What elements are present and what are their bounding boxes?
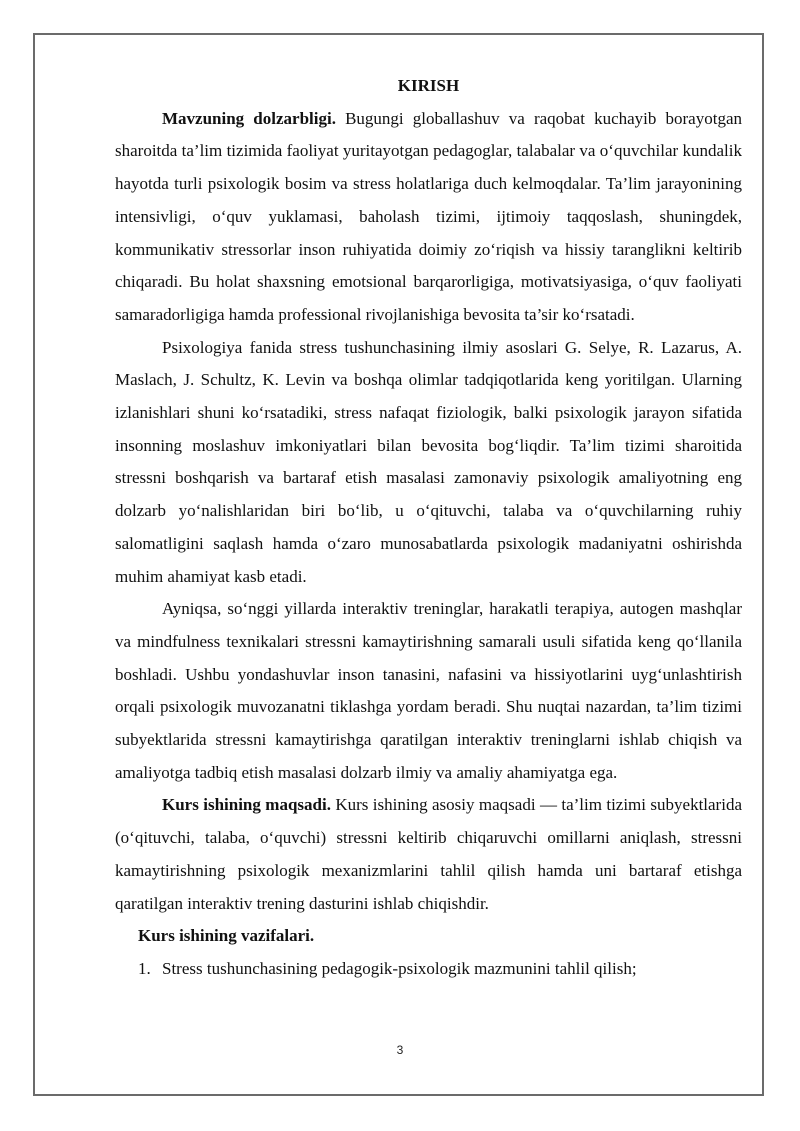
tasks-list bbox=[115, 953, 742, 986]
page-number: 3 bbox=[396, 1043, 404, 1057]
section-title: KIRISH bbox=[397, 76, 460, 95]
paragraph-text: Ayniqsa, so‘nggi yillarda interaktiv treninglar, harakatli terapiya, autogen mashqlar va mindfulness texnikalari stressni kamaytirishning samarali usuli sifatida keng qo‘llanila boshladi. Ushbu yondashuvlar inson tanasini, nafasini va hissiyotlarini uyg‘unlashtirish orqali psixologik muvozanatni tiklashga yordam beradi. Shu nuqtai nazardan, ta’lim tizimi subyektlarida stressni kamaytirishga qaratilgan interaktiv treninglarni ishlab chiqish va amaliyotga tadbiq etish masalasi dolzarb ilmiy va amaliy ahamiyatga ega. bbox=[115, 599, 742, 782]
paragraph-interactive-trainings bbox=[115, 593, 742, 789]
paragraph-text: Psixologiya fanida stress tushunchasining ilmiy asoslari G. Selye, R. Lazarus, A. Maslach, J. Schultz, K. Levin va boshqa olimlar tadqiqotlarida keng yoritilgan. Ularning izlanishlari shuni ko‘rsatadiki, stress nafaqat fiziologik, balki psixologik jarayon sifatida insonning moslashuv imkoniyatlari bilan bevosita bog‘liqdir. Ta’lim tizimi sharoitida stressni boshqarish va bartaraf etish masalasi zamonaviy psixologik amaliyotning eng dolzarb yo‘nalishlaridan biri bo‘lib, u o‘qituvchi, talaba va o‘quvchilarning ruhiy salomatligini saqlash hamda o‘zaro munosabatlarda psixologik madaniyatni oshirishda muhim ahamiyat kasb etadi. bbox=[115, 337, 742, 586]
list-item bbox=[115, 953, 742, 986]
paragraph-goal bbox=[115, 789, 742, 920]
list-item-text: Stress tushunchasining pedagogik-psixologik mazmunini tahlil qilish; bbox=[162, 958, 637, 978]
document-body bbox=[115, 70, 742, 986]
paragraph-lead: Mavzuning dolzarbligi. bbox=[162, 108, 336, 128]
paragraph-text: Kurs ishining asosiy maqsadi — ta’lim tizimi subyektlarida (o‘qituvchi, talaba, o‘quvchi) stressni keltirib chiqaruvchi omillarni aniqlash, stressni kamaytirishning psixologik mexanizmlarini tahlil qilish hamda uni bartaraf etishga qaratilgan interaktiv trening dasturini ishlab chiqishdir. bbox=[115, 795, 742, 913]
paragraph-lead: Kurs ishining maqsadi. bbox=[162, 795, 331, 815]
paragraph-stress-theory bbox=[115, 332, 742, 594]
paragraph-relevance bbox=[115, 103, 742, 332]
paragraph-text: Bugungi globallashuv va raqobat kuchayib borayotgan sharoitda ta’lim tizimida faoliyat yuritayotgan pedagoglar, talabalar va o‘quvchilar kundalik hayotda turli psixologik bosim va stress holatlariga duch kelmoqdalar. Ta’lim jarayonining intensivligi, o‘quv yuklamasi, baholash tizimi, ijtimoiy taqqoslash, shuningdek, kommunikativ stressorlar inson ruhiyatida doimiy zo‘riqish va hissiy taranglikni keltirib chiqaradi. Bu holat shaxsning emotsional barqarorligiga, motivatsiyasiga, o‘quv faoliyati samaradorligiga hamda professional rivojlanishiga bevosita ta’sir ko‘rsatadi. bbox=[115, 108, 742, 324]
tasks-heading: Kurs ishining vazifalari. bbox=[138, 926, 315, 946]
list-item-number: 1. bbox=[138, 958, 151, 978]
